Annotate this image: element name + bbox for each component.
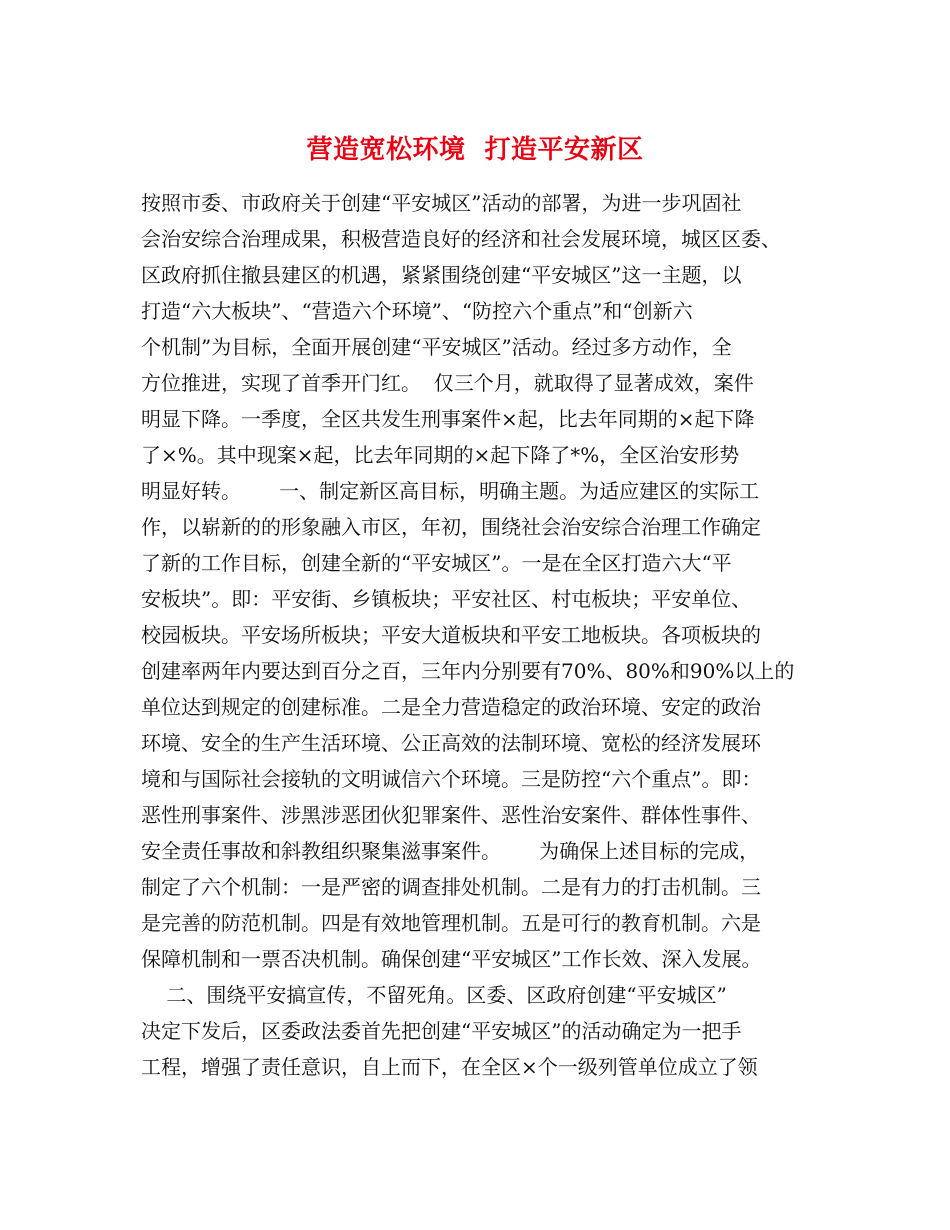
body-line-1: 按照市委、市政府关于创建“平安城区”活动的部署，为进一步巩固社 bbox=[141, 191, 742, 215]
body-line-16: 环境、安全的生产生活环境、公正高效的法制环境、宽松的经济发展环 bbox=[141, 731, 761, 755]
body-line-12: 安板块”。即：平安街、乡镇板块；平安社区、村屯板块；平安单位、 bbox=[141, 587, 752, 611]
body-line-8: 了×%。其中现案×起，比去年同期的×起下降了*%，全区治安形势 bbox=[141, 443, 740, 467]
body-line-20: 制定了六个机制：一是严密的调查排处机制。二是有力的打击机制。三 bbox=[141, 875, 761, 899]
body-line-9: 明显好转。 一、制定新区高目标，明确主题。为适应建区的实际工 bbox=[141, 479, 760, 503]
body-line-15: 单位达到规定的创建标准。二是全力营造稳定的政治环境、安定的政治 bbox=[141, 695, 761, 719]
body-line-11: 了新的工作目标，创建全新的“平安城区”。一是在全区打造六大“平 bbox=[141, 551, 732, 575]
body-line-14: 创建率两年内要达到百分之百，三年内分别要有70%、80%和90%以上的 bbox=[141, 659, 795, 683]
document-body bbox=[141, 185, 831, 1085]
document-title: 营造宽松环境 打造平安新区 bbox=[306, 135, 644, 165]
body-line-13: 校园板块。平安场所板块；平安大道板块和平安工地板块。各项板块的 bbox=[141, 623, 761, 647]
body-line-22: 保障机制和一票否决机制。确保创建“平安城区”工作长效、深入发展。 bbox=[141, 947, 762, 971]
body-line-25: 工程，增强了责任意识，自上而下，在全区×个一级列管单位成立了领 bbox=[141, 1055, 758, 1079]
body-line-4: 打造“六大板块”、“营造六个环境”、“防控六个重点”和“创新六 bbox=[141, 299, 693, 323]
body-line-7: 明显下降。一季度，全区共发生刑事案件×起，比去年同期的×起下降 bbox=[141, 407, 755, 431]
body-line-21: 是完善的防范机制。四是有效地管理机制。五是可行的教育机制。六是 bbox=[141, 911, 761, 935]
body-line-23: 二、围绕平安搞宣传，不留死角。区委、区政府创建“平安城区” bbox=[141, 983, 727, 1007]
body-line-10: 作，以崭新的的形象融入市区，年初，围绕社会治安综合治理工作确定 bbox=[141, 515, 761, 539]
body-line-24: 决定下发后，区委政法委首先把创建“平安城区”的活动确定为一把手 bbox=[141, 1019, 742, 1043]
body-line-17: 境和与国际社会接轨的文明诚信六个环境。三是防控“六个重点”。即： bbox=[141, 767, 762, 791]
body-line-19: 安全责任事故和斜教组织聚集滋事案件。 为确保上述目标的完成， bbox=[141, 839, 760, 863]
body-line-2: 会治安综合治理成果，积极营造良好的经济和社会发展环境，城区区委、 bbox=[141, 227, 781, 251]
body-line-18: 恶性刑事案件、涉黑涉恶团伙犯罪案件、恶性治安案件、群体性事件、 bbox=[141, 803, 761, 827]
body-line-5: 个机制”为目标，全面开展创建“平安城区”活动。经过多方动作，全 bbox=[141, 335, 732, 359]
body-line-3: 区政府抓住撤县建区的机遇，紧紧围绕创建“平安城区”这一主题，以 bbox=[141, 263, 742, 287]
body-line-6: 方位推进，实现了首季开门红。 仅三个月，就取得了显著成效，案件 bbox=[141, 371, 754, 395]
